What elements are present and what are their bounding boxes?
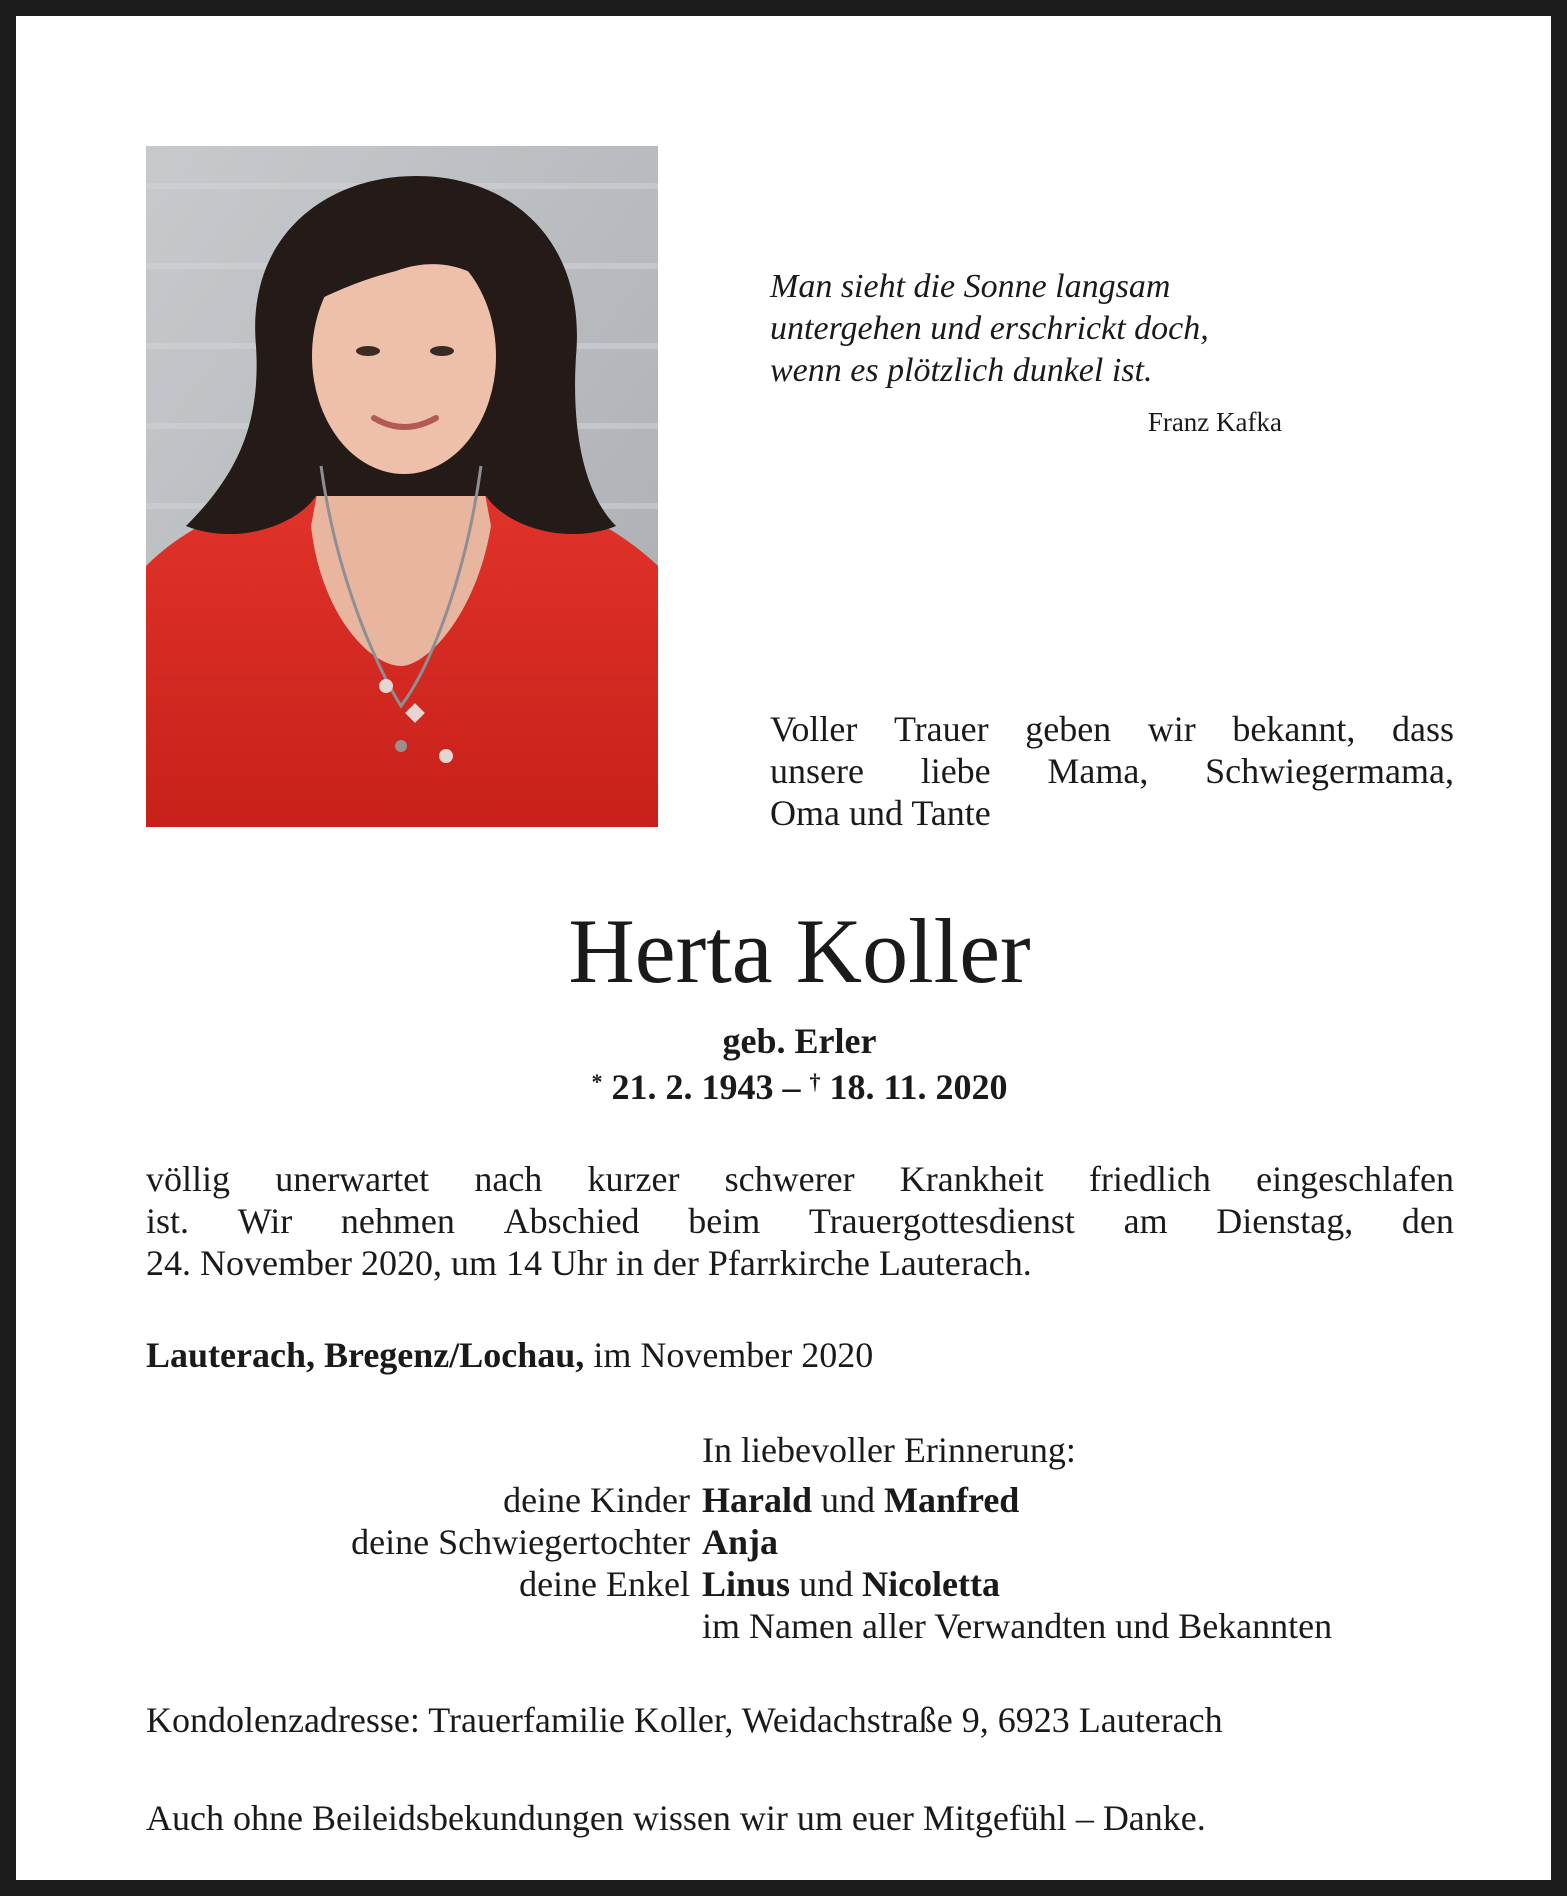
word: Abschied	[503, 1201, 640, 1241]
family-names	[702, 1563, 1000, 1605]
word: geben	[1025, 709, 1112, 749]
family-list	[146, 1479, 1454, 1647]
word: beim	[688, 1201, 761, 1241]
word: Mama,	[1047, 751, 1149, 791]
death-symbol: †	[809, 1069, 821, 1094]
word: unsere	[770, 751, 864, 791]
quote-line: Man sieht die Sonne langsam	[770, 268, 1171, 305]
birth-symbol: *	[591, 1069, 603, 1094]
deceased-name: Herta Koller	[568, 900, 1031, 1002]
family-row	[146, 1563, 1454, 1605]
word: bekannt,	[1232, 709, 1356, 749]
word: am	[1123, 1201, 1168, 1241]
word: nach	[474, 1159, 543, 1199]
place-and-date	[146, 1334, 1454, 1376]
word: wir	[1147, 709, 1196, 749]
family-name: Nicoletta	[862, 1564, 1001, 1604]
quote-author: Franz Kafka	[1147, 407, 1282, 437]
word: friedlich	[1088, 1159, 1211, 1199]
word: den	[1401, 1201, 1454, 1241]
death-date: 18. 11. 2020	[829, 1067, 1008, 1107]
condolence-address: Kondolenzadresse: Trauerfamilie Koller, Weidachstraße 9, 6923 Lauterach	[146, 1700, 1223, 1740]
word: liebe	[920, 751, 991, 791]
body-line-1	[146, 1158, 1454, 1200]
word: unerwartet	[275, 1159, 430, 1199]
intro-line-2	[770, 750, 1454, 792]
word: Schwiegermama,	[1205, 751, 1454, 791]
family-relation: deine Kinder	[503, 1480, 690, 1520]
family-name: Linus	[702, 1564, 791, 1604]
word: kurzer	[587, 1159, 680, 1199]
life-dates	[16, 1062, 1567, 1107]
family-name: Anja	[702, 1522, 779, 1562]
word: Trauer	[893, 709, 989, 749]
body-text	[146, 1158, 1454, 1284]
word: Voller	[770, 709, 858, 749]
family-name: Manfred	[884, 1480, 1020, 1520]
family-row	[146, 1521, 1454, 1563]
kafka-quote	[770, 266, 1290, 392]
body-line-2	[146, 1200, 1454, 1242]
word: Wir	[237, 1201, 293, 1241]
intro-line-3: Oma und Tante	[770, 793, 991, 833]
maiden-name: geb. Erler	[722, 1021, 877, 1061]
family-row	[146, 1479, 1454, 1521]
portrait-illustration	[146, 146, 658, 827]
family-joiner: und	[790, 1564, 863, 1604]
word: eingeschlafen	[1256, 1159, 1454, 1199]
family-names	[702, 1479, 1019, 1521]
quote-line: wenn es plötzlich dunkel ist.	[770, 352, 1153, 389]
quote-line: untergehen und erschrickt doch,	[770, 310, 1209, 347]
family-name: Harald	[702, 1480, 813, 1520]
word: Dienstag,	[1216, 1201, 1354, 1241]
word: Trauergottesdienst	[808, 1201, 1075, 1241]
intro-line-1	[770, 708, 1454, 750]
family-joiner: und	[812, 1480, 885, 1520]
thanks-note: Auch ohne Beileidsbekundungen wissen wir um euer Mitgefühl – Danke.	[146, 1798, 1206, 1838]
word: ist.	[146, 1201, 190, 1241]
portrait-photo	[146, 146, 658, 827]
family-relation: deine Schwiegertochter	[351, 1522, 690, 1562]
word: Krankheit	[899, 1159, 1044, 1199]
family-relation: deine Enkel	[519, 1564, 690, 1604]
word: schwerer	[724, 1159, 855, 1199]
date-separator: –	[773, 1067, 810, 1107]
announcement-intro	[770, 708, 1454, 834]
birth-date: 21. 2. 1943	[611, 1067, 774, 1107]
towns: Lauterach, Bregenz/Lochau,	[146, 1335, 585, 1375]
memory-heading: In liebevoller Erinnerung:	[702, 1430, 1076, 1470]
body-line-3: 24. November 2020, um 14 Uhr in der Pfarrkirche Lauterach.	[146, 1243, 1032, 1283]
word: nehmen	[340, 1201, 455, 1241]
word: dass	[1391, 709, 1454, 749]
family-extra: im Namen aller Verwandten und Bekannten	[702, 1606, 1333, 1646]
family-names	[702, 1521, 778, 1563]
word: völlig	[146, 1159, 231, 1199]
month-year: im November 2020	[584, 1335, 874, 1375]
